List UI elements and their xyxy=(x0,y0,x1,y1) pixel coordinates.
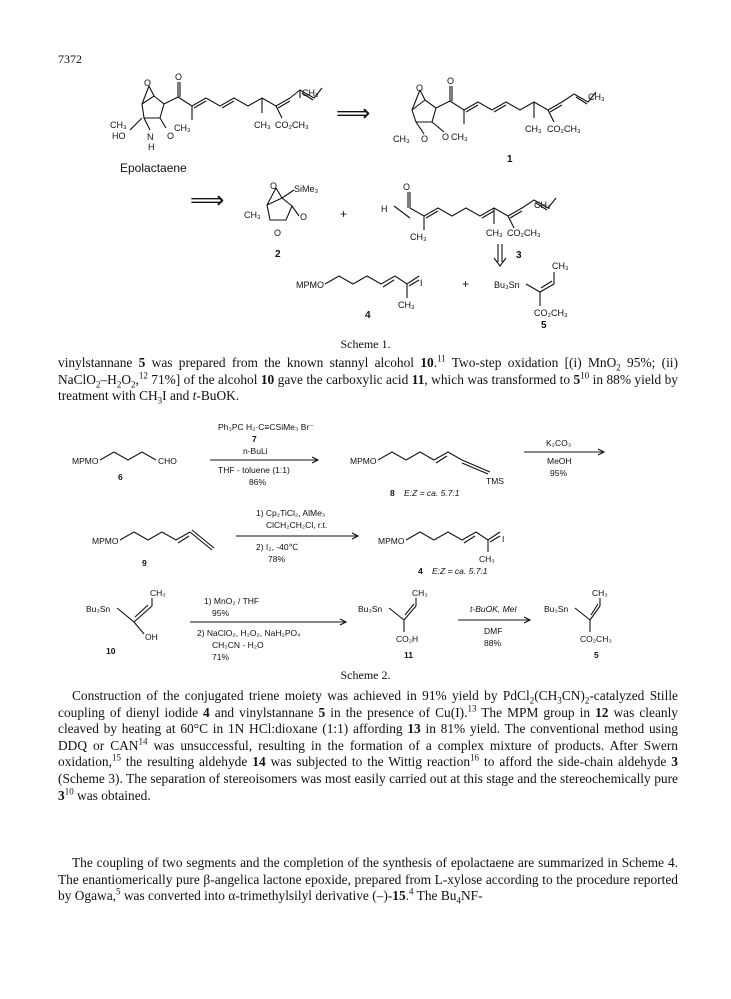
svg-text:MPMO: MPMO xyxy=(378,536,405,546)
svg-text:CH₃: CH₃ xyxy=(525,124,542,134)
svg-text:O: O xyxy=(442,132,450,142)
svg-text:MeOH: MeOH xyxy=(547,456,572,466)
svg-text:Bu₃Sn: Bu₃Sn xyxy=(86,604,111,614)
svg-text:CH₃: CH₃ xyxy=(410,232,427,242)
paragraph-3: The coupling of two segments and the completion of the synthesis of epolactaene are summarized in Scheme 4. The enantiomerically pure β-angelica lactone epoxide, prepared from L-xylose according to the procedure reported by Ogawa,$^5$ was converted into α-trimethylsilyl derivative (–)-15.$^4$ The $Bu_4NF-$ xyxy=(58,855,678,906)
svg-text:CH₃: CH₃ xyxy=(552,261,569,271)
retro-arrow-2: ⟹ xyxy=(190,187,225,214)
svg-text:95%: 95% xyxy=(550,468,568,478)
svg-text:CO₂CH₃: CO₂CH₃ xyxy=(580,634,612,644)
svg-text:11: 11 xyxy=(404,650,413,660)
svg-text:86%: 86% xyxy=(249,477,267,487)
svg-text:78%: 78% xyxy=(268,554,286,564)
svg-text:CH₃: CH₃ xyxy=(534,200,551,210)
svg-text:8: 8 xyxy=(390,488,395,498)
svg-text:CH₃: CH₃ xyxy=(479,554,495,564)
compound-1-structure xyxy=(393,76,605,144)
svg-text:CH₃: CH₃ xyxy=(486,228,503,238)
svg-text:CH₃: CH₃ xyxy=(451,132,468,142)
svg-text:CH₃: CH₃ xyxy=(150,588,166,598)
svg-text:4: 4 xyxy=(418,566,423,576)
svg-text:HO: HO xyxy=(112,131,126,141)
compound-4-structure xyxy=(296,276,423,310)
svg-text:OH: OH xyxy=(145,632,158,642)
svg-text:TMS: TMS xyxy=(486,476,504,486)
svg-text:MPMO: MPMO xyxy=(72,456,99,466)
svg-text:1) MnO₂ / THF: 1) MnO₂ / THF xyxy=(204,596,260,606)
svg-text:O: O xyxy=(421,134,429,144)
svg-text:7: 7 xyxy=(252,434,257,444)
svg-text:ClCH₂CH₂Cl, r.t.: ClCH₂CH₂Cl, r.t. xyxy=(266,520,328,530)
svg-text:I: I xyxy=(502,534,505,544)
svg-text:CO₂CH₃: CO₂CH₃ xyxy=(275,120,309,130)
epolactaene-label: Epolactaene xyxy=(120,161,187,175)
compound-4-label: 4 xyxy=(365,310,371,321)
svg-text:O: O xyxy=(403,182,411,192)
svg-text:CH₃: CH₃ xyxy=(244,210,261,220)
paragraph-2: Construction of the conjugated triene moiety was achieved in 91% yield by $PdCl_2(CH_3CN)_2$-catalyzed Stille coupling of dienyl iodide 4 and vinylstannane 5 in the presence of Cu(I).$^{13}$ The MPM group in 12 was cleanly cleaved by heating at 60°C in 1N HCl:dioxane (1:1) affording 13 in 81% yield. The conventional method using DDQ or CAN$^{14}$ was unsuccessful, resulting in the formation of a complex mixture of products. After Swern oxidation,$^{15}$ the resulting aldehyde 14 was subjected to the Wittig reaction$^{16}$ to afford the side-chain aldehyde 3 (Scheme 3). The separation of stereoisomers was most easily carried out at this stage and the stereochemically pure $3^{10}$ was obtained. xyxy=(58,688,679,803)
compound-3-label: 3 xyxy=(516,250,522,261)
compound-3-structure xyxy=(381,182,556,242)
svg-text:CH₃: CH₃ xyxy=(592,588,608,598)
svg-text:2) I₂, -40℃: 2) I₂, -40℃ xyxy=(256,542,299,552)
svg-text:O: O xyxy=(447,76,455,86)
svg-text:t-BuOK, MeI: t-BuOK, MeI xyxy=(470,604,517,614)
compound-1-label: 1 xyxy=(507,154,513,165)
svg-text:2) NaClO₂, H₂O₂, NaH₂PO₄: 2) NaClO₂, H₂O₂, NaH₂PO₄ xyxy=(197,628,301,638)
svg-text:6: 6 xyxy=(118,472,123,482)
svg-text:O: O xyxy=(144,78,152,88)
svg-text:88%: 88% xyxy=(484,638,502,648)
svg-text:Ph₃PC H₂·C≡CSiMe₃ Br⁻: Ph₃PC H₂·C≡CSiMe₃ Br⁻ xyxy=(218,422,314,432)
svg-text:CO₂CH₃: CO₂CH₃ xyxy=(547,124,581,134)
svg-text:5: 5 xyxy=(594,650,599,660)
compound-5-label: 5 xyxy=(541,320,547,331)
svg-text:71%: 71% xyxy=(212,652,230,662)
svg-text:MPMO: MPMO xyxy=(92,536,119,546)
retro-arrow-1: ⟹ xyxy=(336,100,371,127)
svg-text:9: 9 xyxy=(142,558,147,568)
svg-text:CH₃: CH₃ xyxy=(254,120,271,130)
compound-5-structure xyxy=(494,261,569,318)
svg-text:CH₃: CH₃ xyxy=(412,588,428,598)
svg-text:CH₃CN - H₂O: CH₃CN - H₂O xyxy=(212,640,264,650)
svg-text:CH₃: CH₃ xyxy=(393,134,410,144)
svg-text:10: 10 xyxy=(106,646,116,656)
svg-text:DMF: DMF xyxy=(484,626,503,636)
svg-text:CH₃: CH₃ xyxy=(174,123,191,133)
compound-2-label: 2 xyxy=(275,249,281,260)
svg-text:I: I xyxy=(420,278,423,288)
svg-text:Bu₃Sn: Bu₃Sn xyxy=(494,280,520,290)
svg-text:SiMe₃: SiMe₃ xyxy=(294,184,319,194)
svg-text:1) Cp₂TiCl₂, AlMe₃: 1) Cp₂TiCl₂, AlMe₃ xyxy=(256,508,326,518)
svg-text:CH₃: CH₃ xyxy=(398,300,415,310)
plus-1: + xyxy=(340,207,348,221)
svg-text:K₂CO₃: K₂CO₃ xyxy=(546,438,572,448)
svg-text:O: O xyxy=(416,83,424,93)
svg-text:CH₃: CH₃ xyxy=(588,92,605,102)
svg-text:O: O xyxy=(175,72,183,82)
down-arrow xyxy=(494,244,506,266)
svg-text:O: O xyxy=(270,181,278,191)
svg-text:MPMO: MPMO xyxy=(350,456,377,466)
compound-2-structure xyxy=(244,181,319,238)
svg-text:E:Z = ca. 5.7:1: E:Z = ca. 5.7:1 xyxy=(432,566,488,576)
page-number: 7372 xyxy=(58,52,82,66)
scheme1-caption: Scheme 1. xyxy=(340,337,391,351)
svg-text:CO₂CH₃: CO₂CH₃ xyxy=(507,228,541,238)
svg-text:CO₂CH₃: CO₂CH₃ xyxy=(534,308,568,318)
svg-text:CO₂H: CO₂H xyxy=(396,634,419,644)
svg-text:O: O xyxy=(167,131,175,141)
svg-text:H: H xyxy=(381,204,388,214)
svg-text:CHO: CHO xyxy=(158,456,177,466)
plus-2: + xyxy=(462,277,470,291)
svg-text:H: H xyxy=(148,142,155,152)
svg-text:95%: 95% xyxy=(212,608,230,618)
scheme2-caption: Scheme 2. xyxy=(340,668,391,682)
svg-text:CH₃: CH₃ xyxy=(302,88,319,98)
svg-text:E:Z = ca. 5.7:1: E:Z = ca. 5.7:1 xyxy=(404,488,460,498)
svg-text:THF - toluene (1:1): THF - toluene (1:1) xyxy=(218,465,290,475)
paragraph-1: vinylstannane 5 was prepared from the known stannyl alcohol 10.11 Two-step oxidation [(i) MnO$_2$ 95%; (ii) $NaClO_2-H_2O_2,^{12}$ 71%] of the alcohol 10 gave the carboxylic acid 11, which was transformed to $5^{10}$ in 88% yield by treatment with $CH_3I$ and t-BuOK. xyxy=(58,353,678,406)
svg-text:O: O xyxy=(300,212,308,222)
scheme1-graphic xyxy=(0,0,731,340)
svg-text:CH₃: CH₃ xyxy=(110,120,127,130)
epolactaene-structure xyxy=(110,72,322,152)
svg-text:Bu₃Sn: Bu₃Sn xyxy=(544,604,569,614)
svg-text:N: N xyxy=(147,132,154,142)
svg-text:MPMO: MPMO xyxy=(296,280,324,290)
svg-text:O: O xyxy=(274,228,282,238)
svg-text:Bu₃Sn: Bu₃Sn xyxy=(358,604,383,614)
svg-text:n-BuLi: n-BuLi xyxy=(243,446,268,456)
scheme2-graphic xyxy=(0,410,731,660)
